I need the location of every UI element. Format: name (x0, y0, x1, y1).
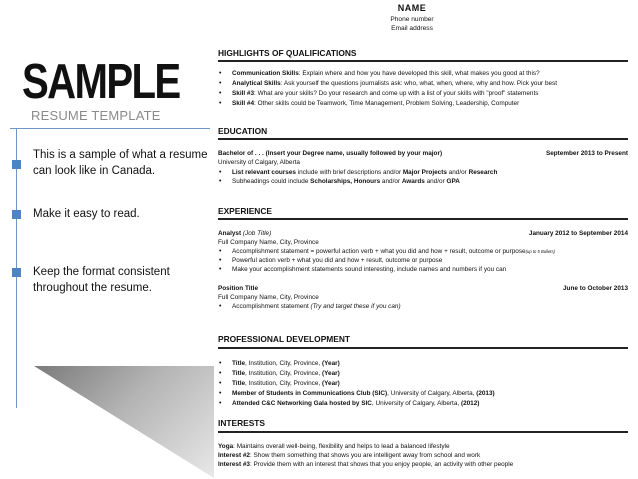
list-item: • Communication Skills: Explain where and how you have developed this skill, what makes you good at this? (218, 70, 628, 78)
section-rule (218, 431, 628, 433)
note-text: Keep the format consistent throughout the resume. (33, 266, 170, 294)
sample-title: SAMPLE (22, 55, 180, 109)
resume-template-subtitle: RESUME TEMPLATE (31, 108, 161, 123)
section-heading-development: PROFESSIONAL DEVELOPMENT (218, 334, 351, 344)
list-item: • Subheadings could include Scholarships, Honours and/or Awards and/or GPA (218, 178, 628, 186)
note-text: Make it easy to read. (33, 208, 140, 220)
list-item: • Skill #4: Other skills could be Teamwork, Time Management, Problem Solving, Leadership, Computer (218, 100, 628, 108)
marker-square (12, 268, 21, 277)
page-shadow (34, 366, 214, 478)
resume-phone: Phone number (390, 16, 434, 23)
job-company: Full Company Name, City, Province (218, 294, 319, 301)
section-heading-education: EDUCATION (218, 126, 268, 136)
education-dates: September 2013 to Present (545, 150, 628, 157)
list-item: • Analytical Skills: Ask yourself the questions journalists ask: who, what, when, where, why and how. Pick your best (218, 80, 628, 88)
section-rule (218, 60, 628, 62)
section-heading-highlights: HIGHLIGHTS OF QUALIFICATIONS (218, 48, 357, 58)
job-dates: June to October 2013 (563, 285, 628, 292)
list-item: Yoga: Maintains overall well-being, flexibility and helps to lead a balanced lifestyle (218, 443, 450, 450)
note-text: This is a sample of what a resume can look like in Canada. (33, 149, 208, 177)
list-item: • Title, Institution, City, Province, (Year) (218, 380, 628, 388)
list-item: • Title, Institution, City, Province, (Year) (218, 360, 628, 368)
list-item: • Powerful action verb + what you did and how + result, outcome or purpose (218, 257, 628, 265)
job-company: Full Company Name, City, Province (218, 239, 319, 246)
education-degree: Bachelor of . . . (Insert your Degree name, usually followed by your major) September 2013 to Present (218, 150, 628, 157)
list-item: • Attended C&C Networking Gala hosted by SIC, University of Calgary, Alberta, (2012) (218, 400, 628, 408)
section-rule (218, 218, 628, 220)
resume-email: Email address (391, 25, 433, 32)
marker-square (12, 160, 21, 169)
section-heading-interests: INTERESTS (218, 418, 265, 428)
resume-document (212, 0, 632, 479)
list-item: Interest #2: Show them something that shows you are intelligent away from school and work (218, 452, 481, 459)
list-item: • Member of Students in Communications Club (SIC), University of Calgary, Alberta, (2013) (218, 390, 628, 398)
section-heading-experience: EXPERIENCE (218, 206, 272, 216)
job-title: Analyst (Job Title) January 2012 to September 2014 (218, 230, 628, 237)
education-school: University of Calgary, Alberta (218, 159, 300, 166)
list-item: Interest #3: Provide them with an interest that shows that you enjoy people, an activity with other people (218, 461, 514, 468)
section-rule (218, 347, 628, 349)
marker-square (12, 210, 21, 219)
list-item: • Make your accomplishment statements sound interesting, include names and numbers if you can (218, 266, 628, 274)
job-dates: January 2012 to September 2014 (528, 230, 628, 237)
section-rule (218, 138, 628, 140)
job-title: Position Title June to October 2013 (218, 285, 628, 292)
resume-name: NAME (397, 3, 427, 13)
list-item: • Skill #3: What are your skills? Do your research and come up with a list of your skills with "proof" statements (218, 90, 628, 98)
list-item: • Accomplishment statement (Try and target these if you can) (218, 303, 628, 311)
list-item: • Title, Institution, City, Province, (Year) (218, 370, 628, 378)
divider-line (10, 128, 210, 129)
list-item: • List relevant courses include with brief descriptions and/or Major Projects and/or Research (218, 169, 628, 177)
list-item: • Accomplishment statement = powerful action verb + what you did and how + result, outcome or purpose(up to 5 Bullets) (218, 248, 628, 256)
